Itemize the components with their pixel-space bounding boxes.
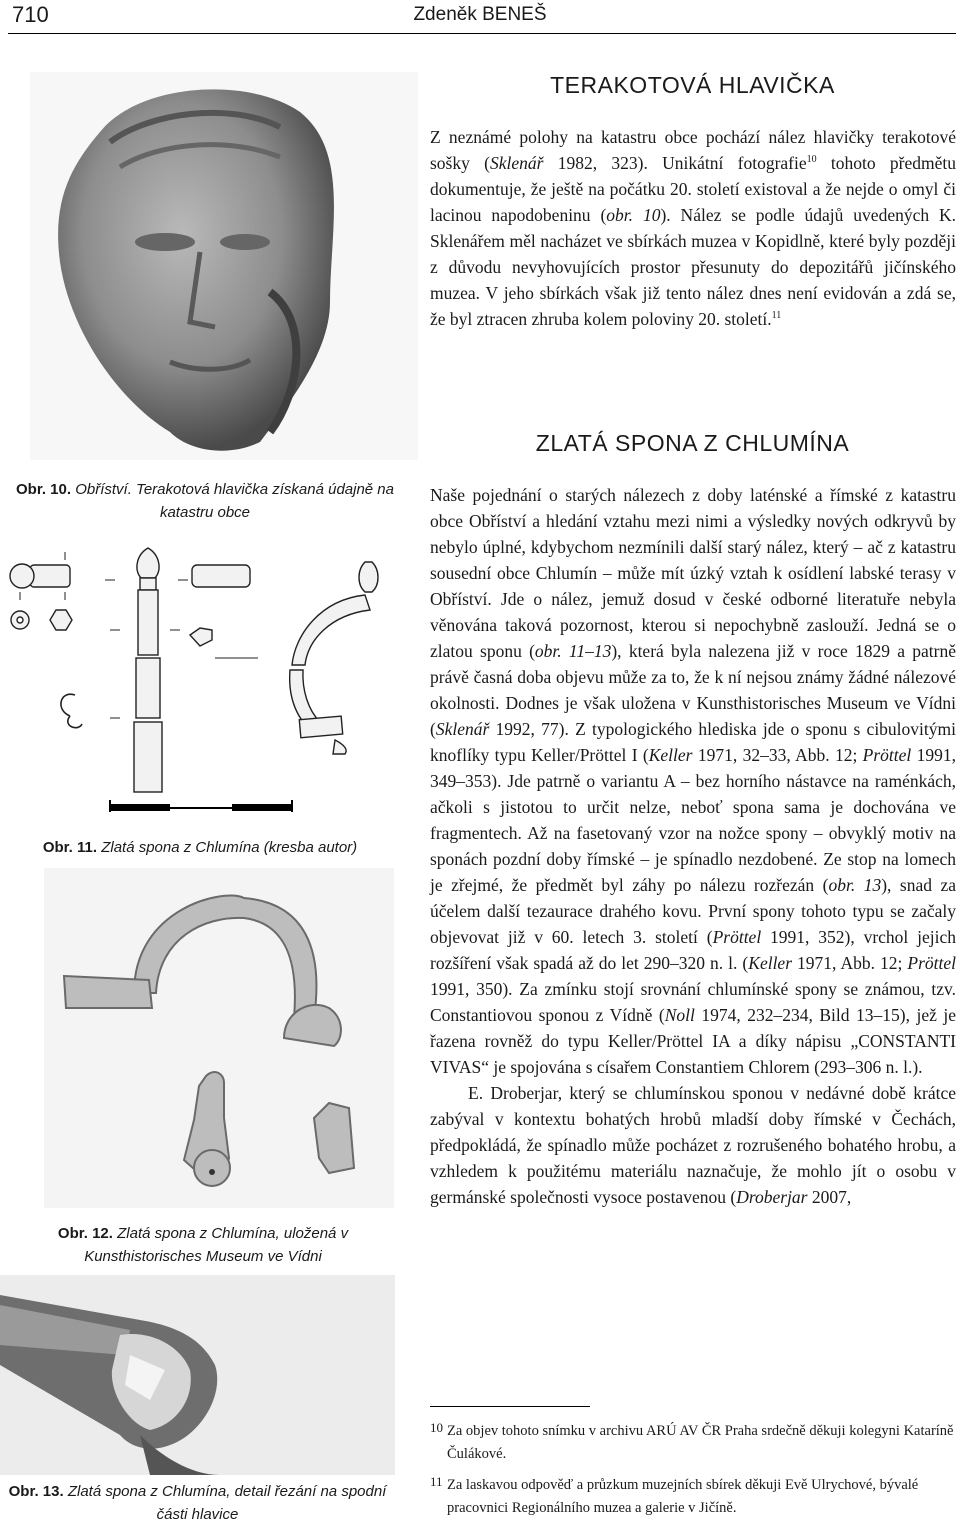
text-run: 1971, 32–33, Abb. 12; <box>692 745 863 765</box>
figure-13-label: Obr. 13. <box>8 1483 64 1500</box>
fibula-detail-photo-image <box>0 1275 395 1475</box>
text-run: 1992, 77). Z typologického hlediska jde o sponu s cibulovitými knoflíky typu Keller/Pröttel I ( <box>430 719 956 765</box>
figure-ref[interactable]: obr. 10 <box>606 205 661 225</box>
text-run: tohoto předmětu dokumentuje, že ještě na počátku 20. století existoval a že nejde o omyl či lacinou napodobeninu ( <box>430 153 957 225</box>
citation: Droberjar <box>736 1187 808 1207</box>
section-title-terakotova: TERAKOTOVÁ HLAVIČKA <box>550 72 835 98</box>
text-run: 1971, Abb. 12; <box>792 953 908 973</box>
citation: Sklenář <box>489 153 544 173</box>
footnote-ref-11[interactable]: 11 <box>771 310 782 321</box>
figure-11-caption <box>0 836 400 859</box>
figure-12-caption <box>0 1222 406 1268</box>
figure-12-caption-text: Zlatá spona z Chlumína, uložená v Kunsthistorisches Museum ve Vídni <box>84 1225 349 1265</box>
gold-fibula-photo-image <box>44 868 394 1208</box>
footnote-divider <box>430 1406 590 1407</box>
figure-11-drawing <box>0 540 395 825</box>
citation: Keller <box>748 953 793 973</box>
figure-12-label: Obr. 12. <box>57 1225 113 1242</box>
figure-ref[interactable]: obr. 11–13 <box>534 641 612 661</box>
footnote-number: 11 <box>430 1474 443 1489</box>
figure-10-caption <box>0 478 410 524</box>
figure-12-photo <box>44 868 394 1208</box>
footnote-number: 10 <box>430 1420 443 1435</box>
figure-13-photo <box>0 1275 395 1475</box>
text-run: 1991, 352), vrchol jejich rozšíření však spadá až do let 290–320 n. l. ( <box>430 927 956 973</box>
footnote-11 <box>430 1474 956 1520</box>
header-divider <box>8 33 956 34</box>
text-run: ), snad za účelem další tezaurace drahého kovu. První spony tohoto typu se začaly objevovat již v 60. letech 3. století ( <box>430 875 956 947</box>
section-2-paragraph-2 <box>430 1080 956 1210</box>
figure-10-photo <box>30 72 418 460</box>
fibula-drawing-image <box>0 540 395 825</box>
citation: Pröttel <box>862 745 912 765</box>
page-number: 710 <box>12 2 49 27</box>
figure-10-label: Obr. 10. <box>15 481 72 498</box>
citation: Sklenář <box>435 719 490 739</box>
figure-11-label: Obr. 11. <box>42 839 98 856</box>
section-1-text <box>430 124 956 332</box>
footnote-ref-10[interactable]: 10 <box>806 154 817 165</box>
text-run: 2007, <box>807 1187 852 1207</box>
figure-13-caption-text: Zlatá spona z Chlumína, detail řezání na spodní části hlavice <box>67 1483 387 1523</box>
text-run: 1991, 350). Za zmínku stojí srovnání chlumínské spony se známou, tzv. Constantiovou sponou z Vídně ( <box>430 979 956 1025</box>
text-run: Naše pojednání o starých nálezech z doby laténské a římské z katastru obce Obříství a hledání vztahu mezi nimi a výsledky nových odkryvů by nebylo úplné, kdybychom nezmínili další starý nález, který – ač z katastru sousední obce Chlumín – může mít úzký vztah k osídlení labské terasy v Obříství. Jde o nález, jemuž dosud v české odborné literatuře nebyla věnována taková pozornost, kterou si nepochybně zaslouží. Jedná se o zlatou sponu ( <box>430 485 956 661</box>
figure-ref[interactable]: obr. 13 <box>828 875 882 895</box>
figure-10-caption-place: Obříství. <box>75 481 132 498</box>
footnote-text: Za objev tohoto snímku v archivu ARÚ AV ČR Praha srdečně děkuji kolegyni Kataríně Čulákové. <box>447 1423 954 1462</box>
text-run: E. Droberjar, který se chlumínskou sponou v nedávné době krátce zabýval v kontextu bohatých hrobů mladší doby římské v Čechách, předpokládá, že spínadlo může pocházet z rozrušeného bohatého hrobu, a vzhledem k použitému materiálu naznačuje, že mohlo jít o osobu v germánské společnosti vysoce postavenou ( <box>430 1083 956 1207</box>
text-run: ), která byla nalezena již v roce 1829 a patrně právě časná doba objevu může za to, že k ní nejsou známy žádné nálezové okolnosti. Dodnes je však uložena v Kunsthistorisches Museum ve Vídni ( <box>430 641 956 739</box>
section-1-paragraph <box>430 124 956 332</box>
text-run: 1991, 349–353). Jde patrně o variantu A – bez horního nástavce na raménkách, ačkoli s jistotou to určit nelze, neboť spona sama je dochována ve fragmentech. Až na fasetovaný vzor na nožce spony – obvyklý motiv na sponách pozdní doby římské – je spínadlo nezdobené. Ze stop na lomech je zřejmé, že předmět byl záhy po nálezu rozřezán ( <box>430 745 956 895</box>
citation: Noll <box>664 1005 695 1025</box>
figure-10-caption-text: Terakotová hlavička získaná údajně na katastru obce <box>136 481 394 521</box>
citation: Pröttel <box>907 953 956 973</box>
terracotta-head-image <box>30 72 418 460</box>
running-head-author: Zdeněk BENEŠ <box>413 4 547 25</box>
citation: Keller <box>648 745 693 765</box>
footnote-text: Za laskavou odpověď a průzkum muzejních sbírek děkuji Evě Ulrychové, bývalé pracovnici Regionálního muzea a galerie v Jičíně. <box>447 1477 919 1516</box>
text-run: Z neznámé polohy na katastru obce pochází nález hlavičky terakotové sošky ( <box>430 127 956 173</box>
text-run: 1974, 232–234, Bild 13–15), jež je řazena rovněž do typu Keller/Pröttel IA a díky nápisu „CONSTANTI VIVAS“ je spojována s císařem Constantiem Chlorem (293–306 n. l.). <box>430 1005 956 1077</box>
section-title-zlata-spona: ZLATÁ SPONA Z CHLUMÍNA <box>535 430 850 456</box>
figure-11-caption-text: Zlatá spona z Chlumína (kresba autor) <box>101 839 358 856</box>
text-run: 1982, 323). Unikátní fotografie <box>543 153 807 173</box>
section-2-text <box>430 482 956 1210</box>
section-2-paragraph-1 <box>430 482 956 1080</box>
figure-13-caption <box>0 1480 395 1526</box>
footnote-10 <box>430 1420 956 1466</box>
citation: Pröttel <box>712 927 762 947</box>
text-run: ). Nález se podle údajů uvedených K. Sklenářem měl nacházet ve sbírkách muzea v Kopidlně, které byly později z důvodu nevyhovujících prostor přesunuty do depozitářů jičínského muzea. V jeho sbírkách však již tento nález dnes není evidován a zdá se, že byl ztracen zhruba kolem poloviny 20. století. <box>430 205 957 329</box>
